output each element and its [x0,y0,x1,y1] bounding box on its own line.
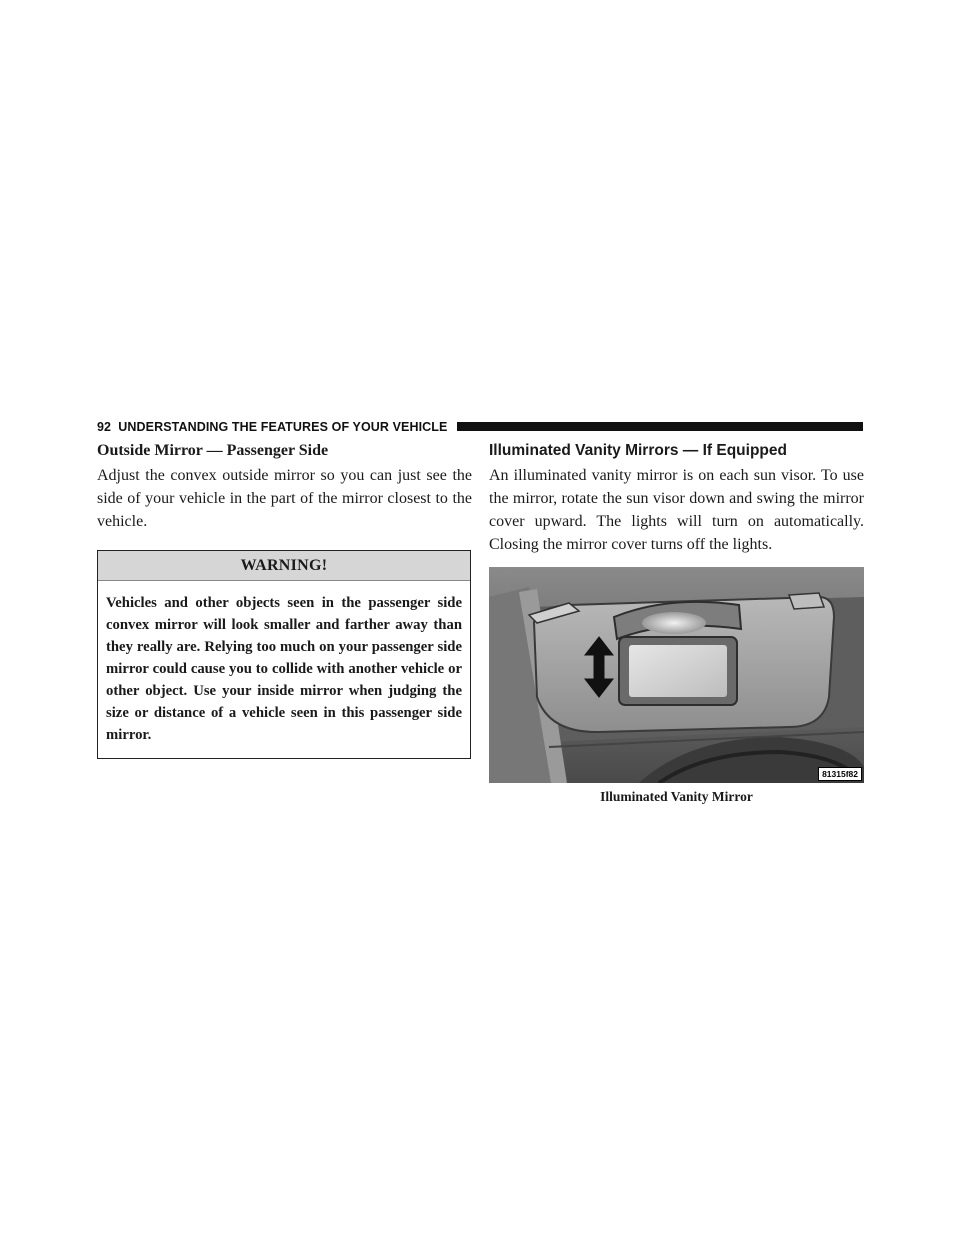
outside-mirror-paragraph: Adjust the convex outside mirror so you can just see the side of your vehicle in the part of the mirror closest to the vehicle. [97,467,472,530]
running-header [97,418,863,436]
page-number: 92 [97,420,112,434]
left-column [97,440,472,759]
vanity-mirror-paragraph: An illuminated vanity mirror is on each sun visor. To use the mirror, rotate the sun visor down and swing the mirror cover upward. The lights will turn on automatically. Closing the mirror cover turns off the lights. [489,467,864,553]
section-title: UNDERSTANDING THE FEATURES OF YOUR VEHICLE [118,420,448,434]
warning-box [97,550,471,759]
vanity-mirror-illustration [489,567,864,783]
figure-code: 81315f82 [818,767,862,781]
warning-title: WARNING! [98,551,470,581]
figure-caption: Illuminated Vanity Mirror [600,789,753,804]
warning-body: Vehicles and other objects seen in the passenger side convex mirror will look smaller and farther away than they really are. Relying too much on your passenger side mirror could cause you to collide with another vehicle or other object. Use your inside mirror when judging the size or distance of a vehicle seen in this passenger side mirror. [106,595,462,743]
header-text [97,418,447,436]
vanity-mirror-figure [489,567,864,783]
right-column [489,440,864,806]
header-rule [457,422,863,431]
vanity-mirror-heading: Illuminated Vanity Mirrors — If Equipped [489,442,787,459]
outside-mirror-heading: Outside Mirror — Passenger Side [97,442,329,459]
